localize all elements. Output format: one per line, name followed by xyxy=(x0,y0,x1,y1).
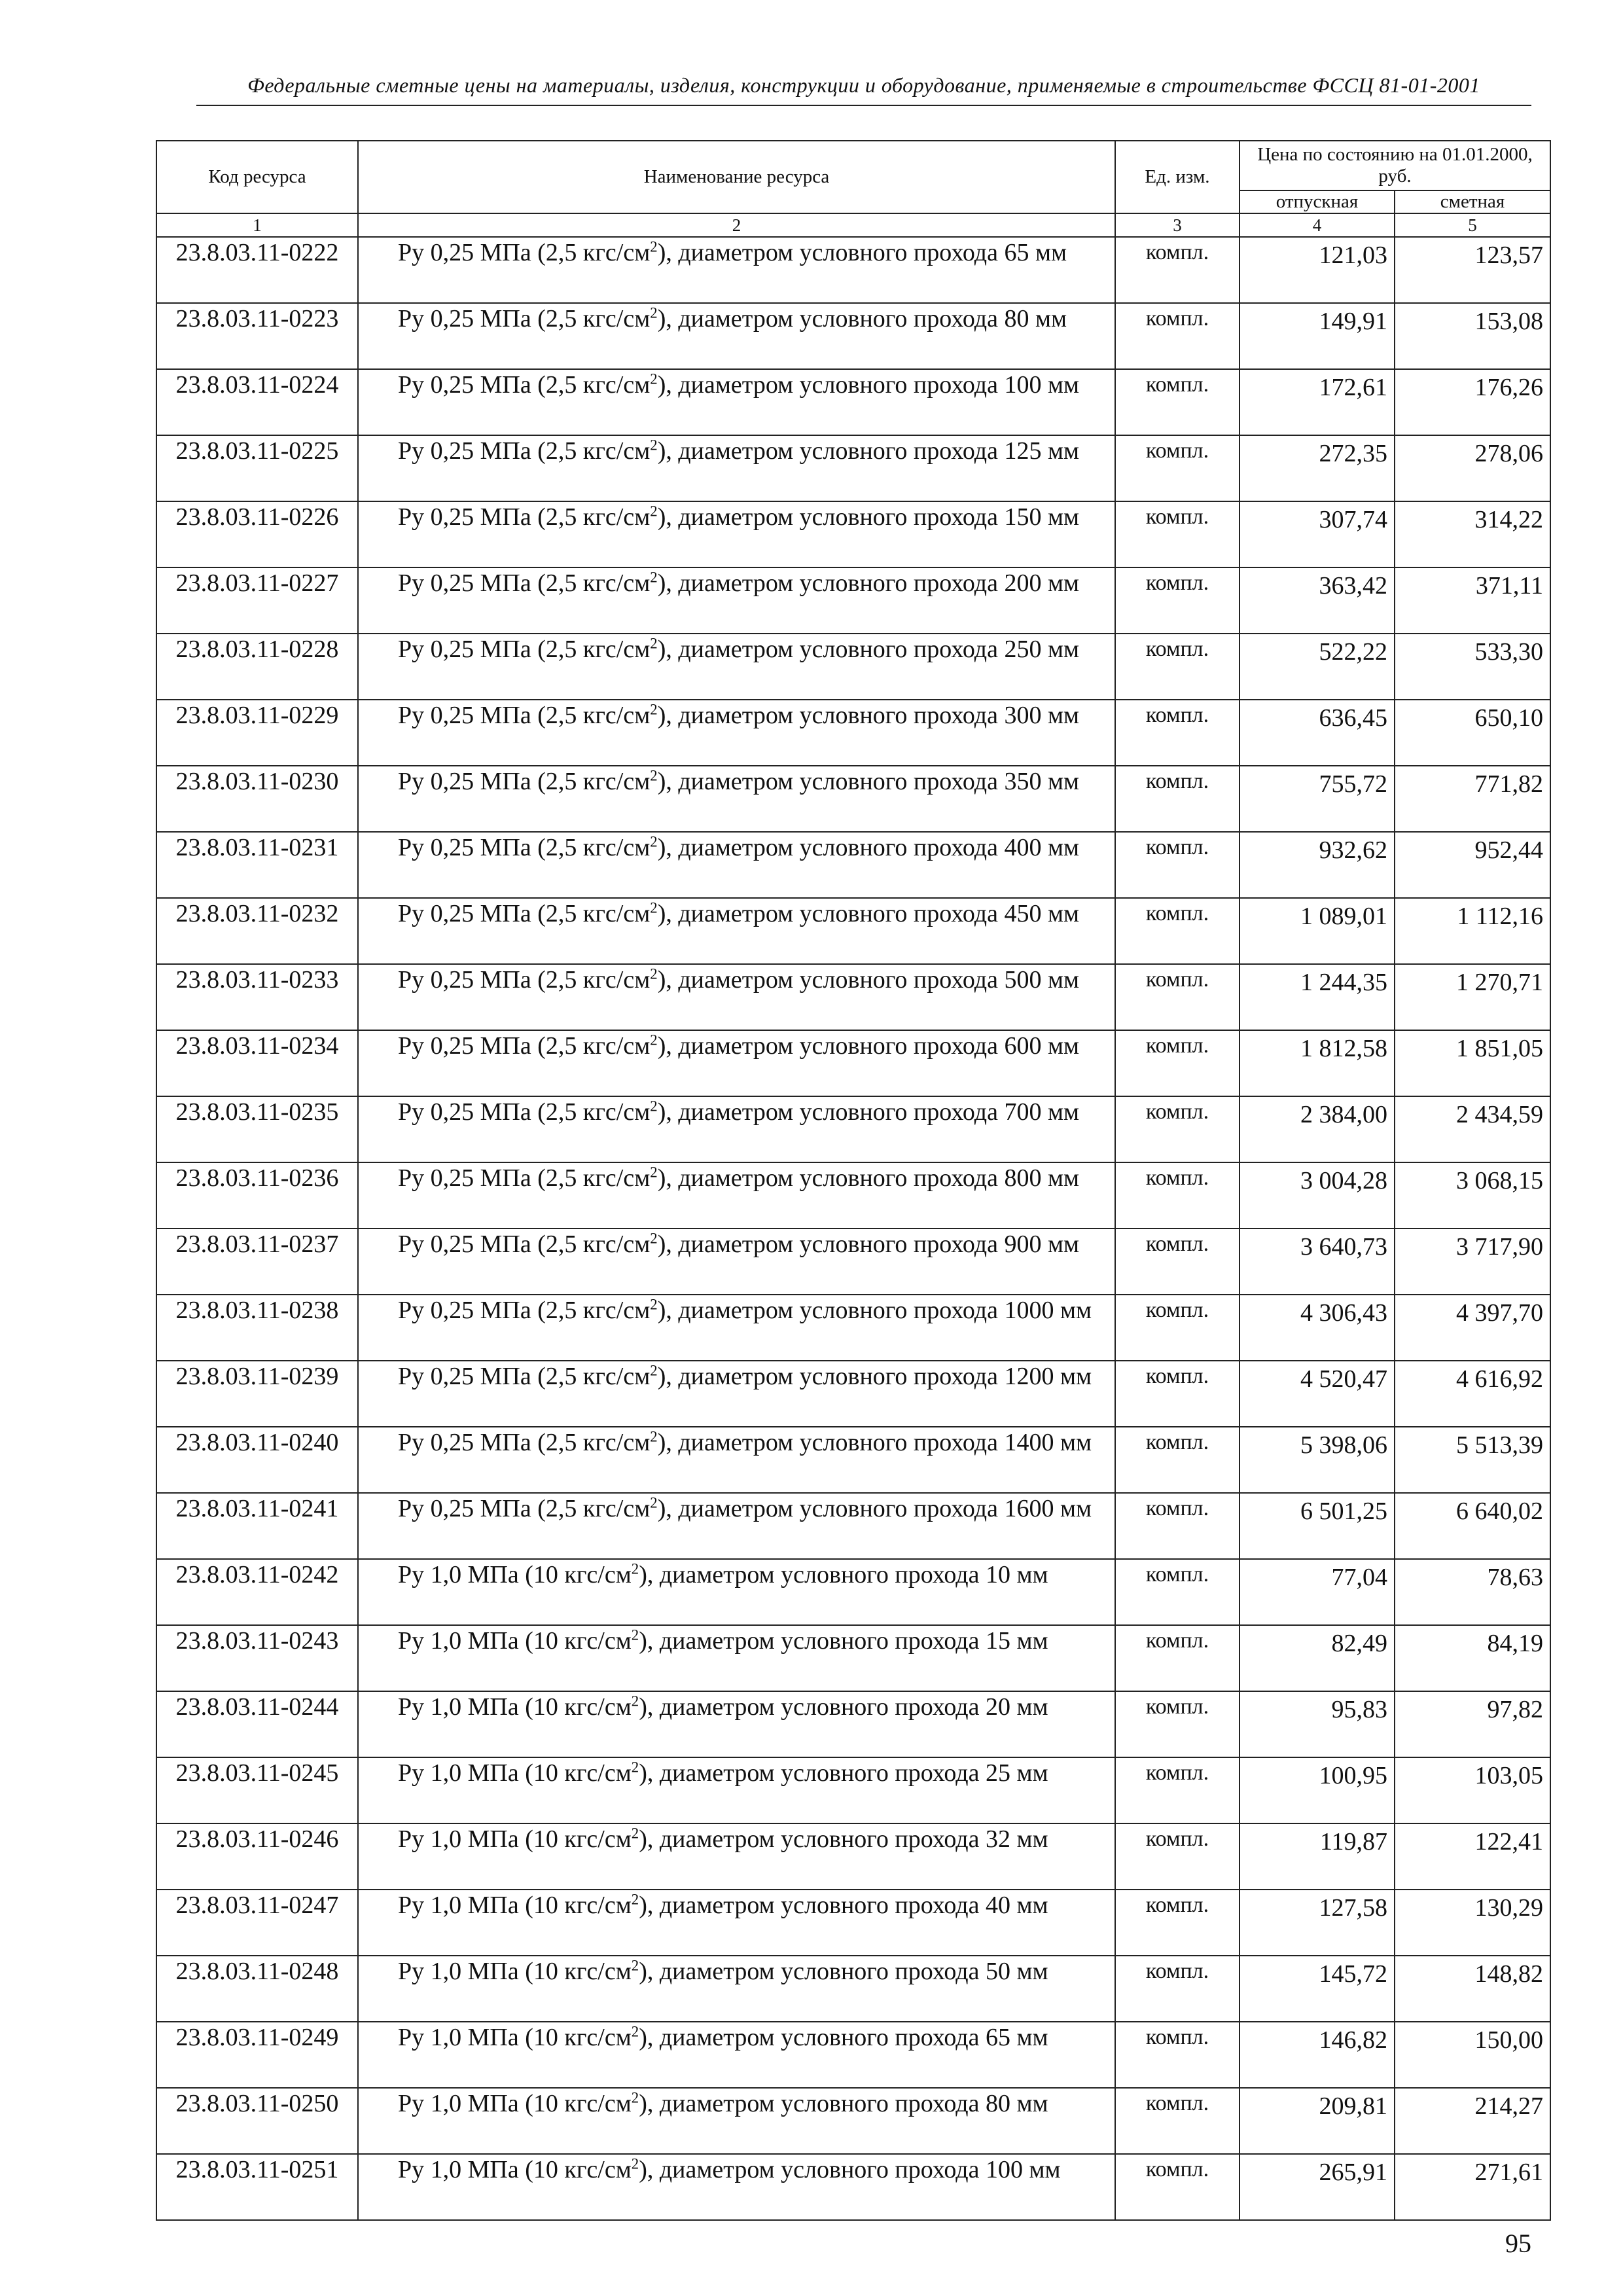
resource-code: 23.8.03.11-0238 xyxy=(156,1295,358,1361)
estimate-price: 3 068,15 xyxy=(1395,1162,1550,1229)
table-row xyxy=(156,1229,1550,1295)
superscript-two: 2 xyxy=(650,503,658,520)
resource-code: 23.8.03.11-0239 xyxy=(156,1361,358,1427)
release-price: 3 640,73 xyxy=(1240,1229,1395,1295)
release-price: 307,74 xyxy=(1240,501,1395,567)
unit-cell: компл. xyxy=(1115,567,1240,634)
table-row xyxy=(156,303,1550,369)
resource-name-pressure: Ру 1,0 МПа (10 кгс/см xyxy=(398,1892,632,1920)
superscript-two: 2 xyxy=(631,2023,639,2040)
table-row xyxy=(156,1493,1550,1559)
resource-code: 23.8.03.11-0236 xyxy=(156,1162,358,1229)
resource-code: 23.8.03.11-0247 xyxy=(156,1890,358,1956)
col-header-estimate: сметная xyxy=(1395,190,1550,213)
col-header-name: Наименование ресурса xyxy=(358,141,1115,213)
resource-name xyxy=(358,1691,1115,1757)
resource-name-diameter: ), диаметром условного прохода 800 мм xyxy=(657,1164,1080,1193)
unit-cell: компл. xyxy=(1115,1956,1240,2022)
resource-name-diameter: ), диаметром условного прохода 1200 мм xyxy=(657,1363,1092,1391)
resource-name-diameter: ), диаметром условного прохода 300 мм xyxy=(657,702,1080,730)
superscript-two: 2 xyxy=(631,1560,639,1577)
resource-name-pressure: Ру 0,25 МПа (2,5 кгс/см xyxy=(398,1032,651,1060)
release-price: 4 306,43 xyxy=(1240,1295,1395,1361)
resource-name-diameter: ), диаметром условного прохода 80 мм xyxy=(657,305,1067,333)
table-row xyxy=(156,1427,1550,1493)
superscript-two: 2 xyxy=(650,1230,658,1247)
unit-cell: компл. xyxy=(1115,1361,1240,1427)
resource-name-pressure: Ру 0,25 МПа (2,5 кгс/см xyxy=(398,768,651,796)
release-price: 1 244,35 xyxy=(1240,964,1395,1030)
resource-code: 23.8.03.11-0246 xyxy=(156,1823,358,1890)
estimate-price: 278,06 xyxy=(1395,435,1550,501)
resource-name-diameter: ), диаметром условного прохода 20 мм xyxy=(639,1693,1048,1721)
release-price: 4 520,47 xyxy=(1240,1361,1395,1427)
unit-cell: компл. xyxy=(1115,1096,1240,1162)
resource-name xyxy=(358,898,1115,964)
unit-cell: компл. xyxy=(1115,1427,1240,1493)
release-price: 265,91 xyxy=(1240,2154,1395,2220)
resource-name xyxy=(358,1956,1115,2022)
resource-name-diameter: ), диаметром условного прохода 150 мм xyxy=(657,503,1080,531)
superscript-two: 2 xyxy=(650,635,658,652)
superscript-two: 2 xyxy=(650,701,658,718)
table-row xyxy=(156,237,1550,303)
col-header-code: Код ресурса xyxy=(156,141,358,213)
header-rule xyxy=(196,105,1531,106)
unit-cell: компл. xyxy=(1115,303,1240,369)
resource-name-pressure: Ру 0,25 МПа (2,5 кгс/см xyxy=(398,1429,651,1457)
resource-name xyxy=(358,1229,1115,1295)
resource-name xyxy=(358,1361,1115,1427)
release-price: 100,95 xyxy=(1240,1757,1395,1823)
table-row xyxy=(156,1030,1550,1096)
col-header-release: отпускная xyxy=(1240,190,1395,213)
resource-name-diameter: ), диаметром условного прохода 125 мм xyxy=(657,437,1080,465)
resource-name-pressure: Ру 0,25 МПа (2,5 кгс/см xyxy=(398,702,651,730)
resource-code: 23.8.03.11-0250 xyxy=(156,2088,358,2154)
release-price: 149,91 xyxy=(1240,303,1395,369)
unit-cell: компл. xyxy=(1115,1162,1240,1229)
resource-name-pressure: Ру 0,25 МПа (2,5 кгс/см xyxy=(398,503,651,531)
unit-cell: компл. xyxy=(1115,1890,1240,1956)
resource-name xyxy=(358,1162,1115,1229)
estimate-price: 3 717,90 xyxy=(1395,1229,1550,1295)
resource-name-pressure: Ру 1,0 МПа (10 кгс/см xyxy=(398,1958,632,1986)
resource-code: 23.8.03.11-0230 xyxy=(156,766,358,832)
table-row xyxy=(156,898,1550,964)
superscript-two: 2 xyxy=(631,1825,639,1842)
resource-code: 23.8.03.11-0240 xyxy=(156,1427,358,1493)
superscript-two: 2 xyxy=(650,899,658,916)
table-row xyxy=(156,1890,1550,1956)
superscript-two: 2 xyxy=(650,1098,658,1115)
estimate-price: 271,61 xyxy=(1395,2154,1550,2220)
estimate-price: 78,63 xyxy=(1395,1559,1550,1625)
resource-name xyxy=(358,237,1115,303)
table-row xyxy=(156,832,1550,898)
resource-name-pressure: Ру 1,0 МПа (10 кгс/см xyxy=(398,1825,632,1854)
estimate-price: 130,29 xyxy=(1395,1890,1550,1956)
superscript-two: 2 xyxy=(650,1164,658,1181)
resource-name-diameter: ), диаметром условного прохода 250 мм xyxy=(657,636,1080,664)
unit-cell: компл. xyxy=(1115,832,1240,898)
resource-name-pressure: Ру 0,25 МПа (2,5 кгс/см xyxy=(398,239,651,267)
estimate-price: 148,82 xyxy=(1395,1956,1550,2022)
release-price: 77,04 xyxy=(1240,1559,1395,1625)
resource-name-diameter: ), диаметром условного прохода 1600 мм xyxy=(657,1495,1092,1523)
superscript-two: 2 xyxy=(650,304,658,321)
release-price: 363,42 xyxy=(1240,567,1395,634)
estimate-price: 4 397,70 xyxy=(1395,1295,1550,1361)
estimate-price: 2 434,59 xyxy=(1395,1096,1550,1162)
release-price: 172,61 xyxy=(1240,369,1395,435)
resource-name-pressure: Ру 1,0 МПа (10 кгс/см xyxy=(398,1627,632,1655)
estimate-price: 103,05 xyxy=(1395,1757,1550,1823)
resource-code: 23.8.03.11-0245 xyxy=(156,1757,358,1823)
table-row xyxy=(156,1625,1550,1691)
unit-cell: компл. xyxy=(1115,1823,1240,1890)
estimate-price: 150,00 xyxy=(1395,2022,1550,2088)
resource-name xyxy=(358,766,1115,832)
superscript-two: 2 xyxy=(631,2155,639,2172)
resource-name xyxy=(358,1096,1115,1162)
superscript-two: 2 xyxy=(650,767,658,784)
col-number: 3 xyxy=(1115,213,1240,237)
superscript-two: 2 xyxy=(631,1891,639,1908)
resource-code: 23.8.03.11-0233 xyxy=(156,964,358,1030)
superscript-two: 2 xyxy=(650,1031,658,1049)
resource-name-diameter: ), диаметром условного прохода 600 мм xyxy=(657,1032,1080,1060)
estimate-price: 84,19 xyxy=(1395,1625,1550,1691)
unit-cell: компл. xyxy=(1115,1757,1240,1823)
table-row xyxy=(156,2022,1550,2088)
unit-cell: компл. xyxy=(1115,1493,1240,1559)
resource-code: 23.8.03.11-0226 xyxy=(156,501,358,567)
resource-name-pressure: Ру 0,25 МПа (2,5 кгс/см xyxy=(398,636,651,664)
table-row xyxy=(156,2088,1550,2154)
estimate-price: 122,41 xyxy=(1395,1823,1550,1890)
resource-name-diameter: ), диаметром условного прохода 200 мм xyxy=(657,569,1080,598)
release-price: 6 501,25 xyxy=(1240,1493,1395,1559)
unit-cell: компл. xyxy=(1115,634,1240,700)
unit-cell: компл. xyxy=(1115,1030,1240,1096)
resource-name-pressure: Ру 0,25 МПа (2,5 кгс/см xyxy=(398,437,651,465)
resource-name-diameter: ), диаметром условного прохода 350 мм xyxy=(657,768,1080,796)
superscript-two: 2 xyxy=(650,833,658,850)
resource-name-pressure: Ру 0,25 МПа (2,5 кгс/см xyxy=(398,900,651,928)
release-price: 95,83 xyxy=(1240,1691,1395,1757)
table-row xyxy=(156,1162,1550,1229)
resource-name-pressure: Ру 0,25 МПа (2,5 кгс/см xyxy=(398,1297,651,1325)
estimate-price: 4 616,92 xyxy=(1395,1361,1550,1427)
unit-cell: компл. xyxy=(1115,2022,1240,2088)
unit-cell: компл. xyxy=(1115,898,1240,964)
unit-cell: компл. xyxy=(1115,369,1240,435)
table-row xyxy=(156,1361,1550,1427)
resource-name-diameter: ), диаметром условного прохода 50 мм xyxy=(639,1958,1048,1986)
resource-name xyxy=(358,964,1115,1030)
estimate-price: 5 513,39 xyxy=(1395,1427,1550,1493)
resource-name-pressure: Ру 1,0 МПа (10 кгс/см xyxy=(398,1759,632,1787)
estimate-price: 650,10 xyxy=(1395,700,1550,766)
resource-name-diameter: ), диаметром условного прохода 1400 мм xyxy=(657,1429,1092,1457)
col-header-price-group: Цена по состоянию на 01.01.2000, руб. xyxy=(1240,141,1550,190)
resource-name-pressure: Ру 1,0 МПа (10 кгс/см xyxy=(398,2156,632,2184)
unit-cell: компл. xyxy=(1115,2088,1240,2154)
superscript-two: 2 xyxy=(631,1693,639,1710)
resource-code: 23.8.03.11-0228 xyxy=(156,634,358,700)
release-price: 522,22 xyxy=(1240,634,1395,700)
release-price: 755,72 xyxy=(1240,766,1395,832)
superscript-two: 2 xyxy=(631,2089,639,2106)
estimate-price: 533,30 xyxy=(1395,634,1550,700)
resource-name xyxy=(358,501,1115,567)
resource-name xyxy=(358,1559,1115,1625)
resource-name-diameter: ), диаметром условного прохода 65 мм xyxy=(639,2024,1048,2052)
table-row xyxy=(156,1096,1550,1162)
resource-name-pressure: Ру 0,25 МПа (2,5 кгс/см xyxy=(398,1230,651,1259)
resource-code: 23.8.03.11-0229 xyxy=(156,700,358,766)
resource-name-pressure: Ру 1,0 МПа (10 кгс/см xyxy=(398,1693,632,1721)
unit-cell: компл. xyxy=(1115,435,1240,501)
unit-cell: компл. xyxy=(1115,1229,1240,1295)
resource-code: 23.8.03.11-0251 xyxy=(156,2154,358,2220)
resource-code: 23.8.03.11-0227 xyxy=(156,567,358,634)
resource-code: 23.8.03.11-0231 xyxy=(156,832,358,898)
release-price: 272,35 xyxy=(1240,435,1395,501)
resource-name-pressure: Ру 0,25 МПа (2,5 кгс/см xyxy=(398,371,651,399)
estimate-price: 1 851,05 xyxy=(1395,1030,1550,1096)
resource-name-diameter: ), диаметром условного прохода 80 мм xyxy=(639,2090,1048,2118)
resource-code: 23.8.03.11-0225 xyxy=(156,435,358,501)
resource-name-diameter: ), диаметром условного прохода 400 мм xyxy=(657,834,1080,862)
resource-name xyxy=(358,303,1115,369)
resource-name xyxy=(358,2088,1115,2154)
resource-name-diameter: ), диаметром условного прохода 1000 мм xyxy=(657,1297,1092,1325)
superscript-two: 2 xyxy=(650,1296,658,1313)
unit-cell: компл. xyxy=(1115,766,1240,832)
resource-name xyxy=(358,2154,1115,2220)
resource-name-pressure: Ру 0,25 МПа (2,5 кгс/см xyxy=(398,1495,651,1523)
table-row xyxy=(156,501,1550,567)
release-price: 145,72 xyxy=(1240,1956,1395,2022)
col-number: 4 xyxy=(1240,213,1395,237)
col-number: 1 xyxy=(156,213,358,237)
estimate-price: 176,26 xyxy=(1395,369,1550,435)
estimate-price: 123,57 xyxy=(1395,237,1550,303)
estimate-price: 371,11 xyxy=(1395,567,1550,634)
unit-cell: компл. xyxy=(1115,501,1240,567)
superscript-two: 2 xyxy=(650,437,658,454)
resource-name xyxy=(358,1295,1115,1361)
table-row xyxy=(156,2154,1550,2220)
col-number: 5 xyxy=(1395,213,1550,237)
estimate-price: 97,82 xyxy=(1395,1691,1550,1757)
resource-code: 23.8.03.11-0232 xyxy=(156,898,358,964)
superscript-two: 2 xyxy=(650,238,658,255)
release-price: 1 812,58 xyxy=(1240,1030,1395,1096)
unit-cell: компл. xyxy=(1115,1559,1240,1625)
resource-name xyxy=(358,634,1115,700)
resource-code: 23.8.03.11-0237 xyxy=(156,1229,358,1295)
release-price: 636,45 xyxy=(1240,700,1395,766)
resource-code: 23.8.03.11-0242 xyxy=(156,1559,358,1625)
resource-name-diameter: ), диаметром условного прохода 500 мм xyxy=(657,966,1080,994)
resource-code: 23.8.03.11-0235 xyxy=(156,1096,358,1162)
resource-code: 23.8.03.11-0234 xyxy=(156,1030,358,1096)
table-body xyxy=(156,237,1550,2220)
table-row xyxy=(156,1757,1550,1823)
release-price: 127,58 xyxy=(1240,1890,1395,1956)
resource-name-diameter: ), диаметром условного прохода 65 мм xyxy=(657,239,1067,267)
release-price: 3 004,28 xyxy=(1240,1162,1395,1229)
resource-name-pressure: Ру 1,0 МПа (10 кгс/см xyxy=(398,1561,632,1589)
resource-code: 23.8.03.11-0243 xyxy=(156,1625,358,1691)
table-row xyxy=(156,634,1550,700)
unit-cell: компл. xyxy=(1115,1295,1240,1361)
resource-name-pressure: Ру 0,25 МПа (2,5 кгс/см xyxy=(398,569,651,598)
resource-name xyxy=(358,2022,1115,2088)
table-row xyxy=(156,1295,1550,1361)
unit-cell: компл. xyxy=(1115,237,1240,303)
superscript-two: 2 xyxy=(631,1759,639,1776)
release-price: 209,81 xyxy=(1240,2088,1395,2154)
superscript-two: 2 xyxy=(650,370,658,387)
release-price: 2 384,00 xyxy=(1240,1096,1395,1162)
resource-name-pressure: Ру 0,25 МПа (2,5 кгс/см xyxy=(398,834,651,862)
resource-name-diameter: ), диаметром условного прохода 100 мм xyxy=(657,371,1080,399)
resource-name xyxy=(358,369,1115,435)
table-row xyxy=(156,369,1550,435)
resource-name-diameter: ), диаметром условного прохода 10 мм xyxy=(639,1561,1048,1589)
superscript-two: 2 xyxy=(650,965,658,982)
price-table xyxy=(156,140,1551,2221)
resource-code: 23.8.03.11-0224 xyxy=(156,369,358,435)
resource-name-diameter: ), диаметром условного прохода 450 мм xyxy=(657,900,1080,928)
unit-cell: компл. xyxy=(1115,1691,1240,1757)
superscript-two: 2 xyxy=(631,1626,639,1643)
resource-name-pressure: Ру 0,25 МПа (2,5 кгс/см xyxy=(398,1164,651,1193)
superscript-two: 2 xyxy=(650,1428,658,1445)
resource-code: 23.8.03.11-0223 xyxy=(156,303,358,369)
resource-name-diameter: ), диаметром условного прохода 15 мм xyxy=(639,1627,1048,1655)
page-number: 95 xyxy=(1505,2229,1531,2258)
table-row xyxy=(156,766,1550,832)
estimate-price: 214,27 xyxy=(1395,2088,1550,2154)
table-row xyxy=(156,1956,1550,2022)
resource-name-pressure: Ру 0,25 МПа (2,5 кгс/см xyxy=(398,1363,651,1391)
release-price: 1 089,01 xyxy=(1240,898,1395,964)
superscript-two: 2 xyxy=(631,1957,639,1974)
table-row xyxy=(156,1691,1550,1757)
resource-code: 23.8.03.11-0222 xyxy=(156,237,358,303)
unit-cell: компл. xyxy=(1115,700,1240,766)
resource-name-diameter: ), диаметром условного прохода 32 мм xyxy=(639,1825,1048,1854)
unit-cell: компл. xyxy=(1115,1625,1240,1691)
resource-name-diameter: ), диаметром условного прохода 40 мм xyxy=(639,1892,1048,1920)
resource-name-diameter: ), диаметром условного прохода 100 мм xyxy=(639,2156,1061,2184)
resource-code: 23.8.03.11-0244 xyxy=(156,1691,358,1757)
superscript-two: 2 xyxy=(650,1494,658,1511)
resource-name xyxy=(358,1625,1115,1691)
resource-name-pressure: Ру 0,25 МПа (2,5 кгс/см xyxy=(398,1098,651,1126)
release-price: 146,82 xyxy=(1240,2022,1395,2088)
table-row xyxy=(156,1559,1550,1625)
resource-name-pressure: Ру 1,0 МПа (10 кгс/см xyxy=(398,2024,632,2052)
resource-name xyxy=(358,1823,1115,1890)
superscript-two: 2 xyxy=(650,569,658,586)
table-row xyxy=(156,964,1550,1030)
estimate-price: 153,08 xyxy=(1395,303,1550,369)
estimate-price: 1 270,71 xyxy=(1395,964,1550,1030)
estimate-price: 6 640,02 xyxy=(1395,1493,1550,1559)
superscript-two: 2 xyxy=(650,1362,658,1379)
estimate-price: 314,22 xyxy=(1395,501,1550,567)
resource-name-diameter: ), диаметром условного прохода 900 мм xyxy=(657,1230,1080,1259)
resource-name xyxy=(358,1757,1115,1823)
resource-code: 23.8.03.11-0241 xyxy=(156,1493,358,1559)
resource-name-diameter: ), диаметром условного прохода 700 мм xyxy=(657,1098,1080,1126)
release-price: 121,03 xyxy=(1240,237,1395,303)
unit-cell: компл. xyxy=(1115,2154,1240,2220)
release-price: 82,49 xyxy=(1240,1625,1395,1691)
resource-name xyxy=(358,700,1115,766)
resource-name xyxy=(358,832,1115,898)
resource-name-pressure: Ру 0,25 МПа (2,5 кгс/см xyxy=(398,966,651,994)
release-price: 119,87 xyxy=(1240,1823,1395,1890)
estimate-price: 952,44 xyxy=(1395,832,1550,898)
resource-name xyxy=(358,1030,1115,1096)
unit-cell: компл. xyxy=(1115,964,1240,1030)
table-row xyxy=(156,435,1550,501)
estimate-price: 771,82 xyxy=(1395,766,1550,832)
running-header: Федеральные сметные цены на материалы, изделия, конструкции и оборудование, применяемые в строительстве ФССЦ 81-01-2001 xyxy=(247,73,1480,97)
resource-name-diameter: ), диаметром условного прохода 25 мм xyxy=(639,1759,1048,1787)
table-row xyxy=(156,1823,1550,1890)
resource-name-pressure: Ру 0,25 МПа (2,5 кгс/см xyxy=(398,305,651,333)
resource-name xyxy=(358,1890,1115,1956)
table-row xyxy=(156,700,1550,766)
resource-name xyxy=(358,1493,1115,1559)
resource-name-pressure: Ру 1,0 МПа (10 кгс/см xyxy=(398,2090,632,2118)
resource-name xyxy=(358,435,1115,501)
col-header-unit: Ед. изм. xyxy=(1115,141,1240,213)
release-price: 5 398,06 xyxy=(1240,1427,1395,1493)
resource-name xyxy=(358,1427,1115,1493)
resource-code: 23.8.03.11-0248 xyxy=(156,1956,358,2022)
table-row xyxy=(156,567,1550,634)
estimate-price: 1 112,16 xyxy=(1395,898,1550,964)
col-number: 2 xyxy=(358,213,1115,237)
resource-code: 23.8.03.11-0249 xyxy=(156,2022,358,2088)
resource-name xyxy=(358,567,1115,634)
release-price: 932,62 xyxy=(1240,832,1395,898)
